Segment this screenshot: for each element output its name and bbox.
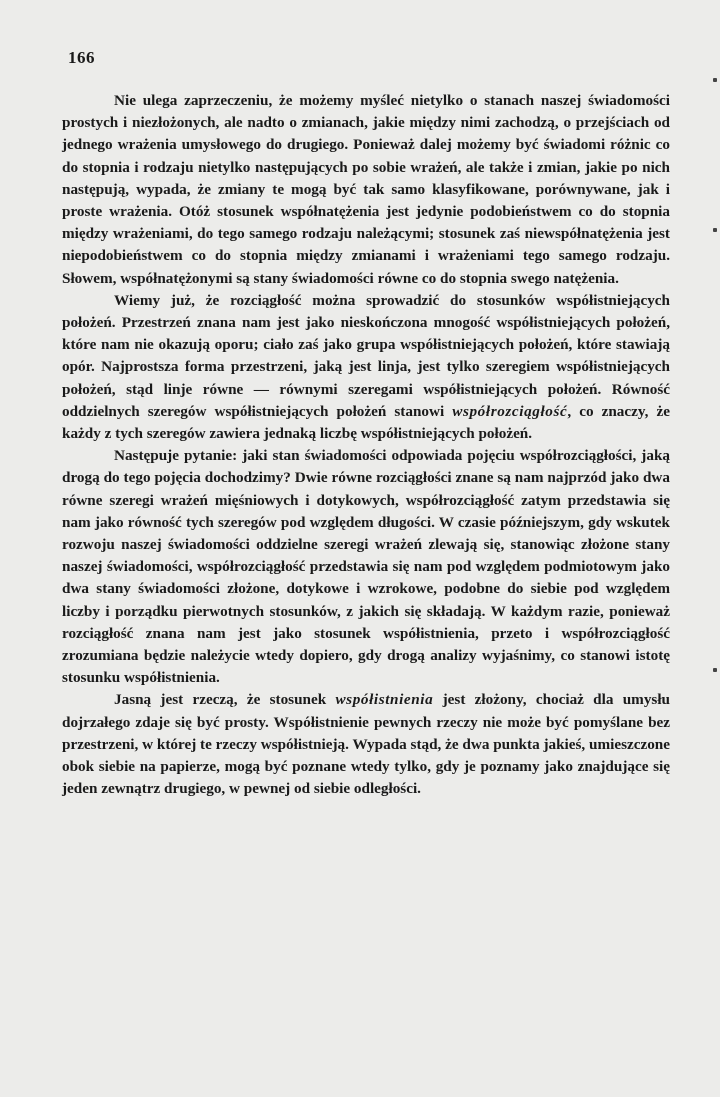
paragraph-1	[62, 90, 670, 290]
scan-edge-mark	[713, 668, 717, 672]
paragraph-3-text: Następuje pytanie: jaki stan świadomości odpowiada pojęciu współrozciągłości, jaką drogą do tego pojęcia dochodzimy? Dwie równe rozciągłości znane są nam najprzód jako dwa równe szeregi wrażeń mięśniowych i dotykowych, współrozciągłość zatym przedstawia się nam jako równość tych szeregów pod względem długości. W czasie późniejszym, gdy wskutek rozwoju naszej świadomości oddzielne szeregi wrażeń zlewają się, stanowiąc złożone stany naszej świadomości, współrozciągłość przedstawia się nam pod względem podmiotowym jako dwa stany świadomości złożone, dotykowe i wzrokowe, podobne do siebie pod względem liczby i porządku pierwotnych stosunków, z jakich się składają. W każdym razie, ponieważ rozciągłość znana nam jest jako stosunek współistnienia, przeto i współrozciągłość zrozumiana będzie należycie wtedy dopiero, gdy drogą analizy wyjaśnimy, co stanowi istotę stosunku współistnienia.	[62, 447, 670, 687]
page-number: 166	[68, 48, 95, 67]
scan-edge-mark	[713, 228, 717, 232]
paragraph-4-emphasis: współistnienia	[335, 691, 434, 709]
paragraph-2-text-a: Wiemy już, że rozciągłość można sprowadzić do stosunków współistniejących położeń. Przestrzeń znana nam jest jako nieskończona mnogość współistniejących położeń, które nam nie okazują oporu; ciało zaś jako grupa współistniejących położeń, które stawiają opór. Najprostsza forma przestrzeni, jaką jest linja, jest tylko szeregiem współistniejących położeń, stąd linje równe — równymi szeregami współistniejących położeń. Równość oddzielnych szeregów współistniejących położeń stanowi	[62, 291, 670, 420]
paragraph-4-text-a: Jasną jest rzeczą, że stosunek	[114, 691, 336, 709]
paragraph-2-text-b: , co znaczy, że każdy z tych szeregów zawiera jednaką liczbę współistniejących położeń.	[62, 402, 670, 443]
paragraph-2-emphasis: współrozciągłość	[452, 402, 568, 420]
paragraph-4-text-b: jest złożony, chociaż dla umysłu dojrzałego zdaje się być prosty. Współistnienie pewnych rzeczy nie może być pomyślane bez przestrzeni, w której te rzeczy współistnieją. Wypada stąd, że dwa punkta jakieś, umieszczone obok siebie na papierze, mogą być poznane wtedy tylko, gdy je poznamy jako znajdujące się jeden zewnątrz drugiego, w pewnej od siebie odległości.	[62, 691, 670, 798]
paragraph-1-text: Nie ulega zaprzeczeniu, że możemy myśleć nietylko o stanach naszej świadomości prostych i niezłożonych, ale nadto o zmianach, jakie między nimi zachodzą, o przejściach od jednego wrażenia umysłowego do drugiego. Ponieważ dalej możemy być świadomi różnic co do stopnia i rodzaju nietylko następujących po sobie wrażeń, ale także i zmian, jakie po nich następują, wypada, że zmiany te mogą być tak samo klasyfikowane, porównywane, jak i proste wrażenia. Otóż stosunek współnatężenia jest jedynie podobieństwem co do stopnia między wrażeniami, do tego samego rodzaju należącymi; stosunek zaś niewspółnatężenia jest niepodobieństwem co do stopnia między zmianami i wrażeniami tego samego rodzaju. Słowem, współnatężonymi są stany świadomości równe co do stopnia swego natężenia.	[62, 92, 670, 287]
paragraph-3	[62, 445, 670, 689]
body-text	[62, 90, 670, 801]
scan-edge-mark	[713, 78, 717, 82]
paragraph-2	[62, 290, 670, 445]
paragraph-4	[62, 689, 670, 800]
